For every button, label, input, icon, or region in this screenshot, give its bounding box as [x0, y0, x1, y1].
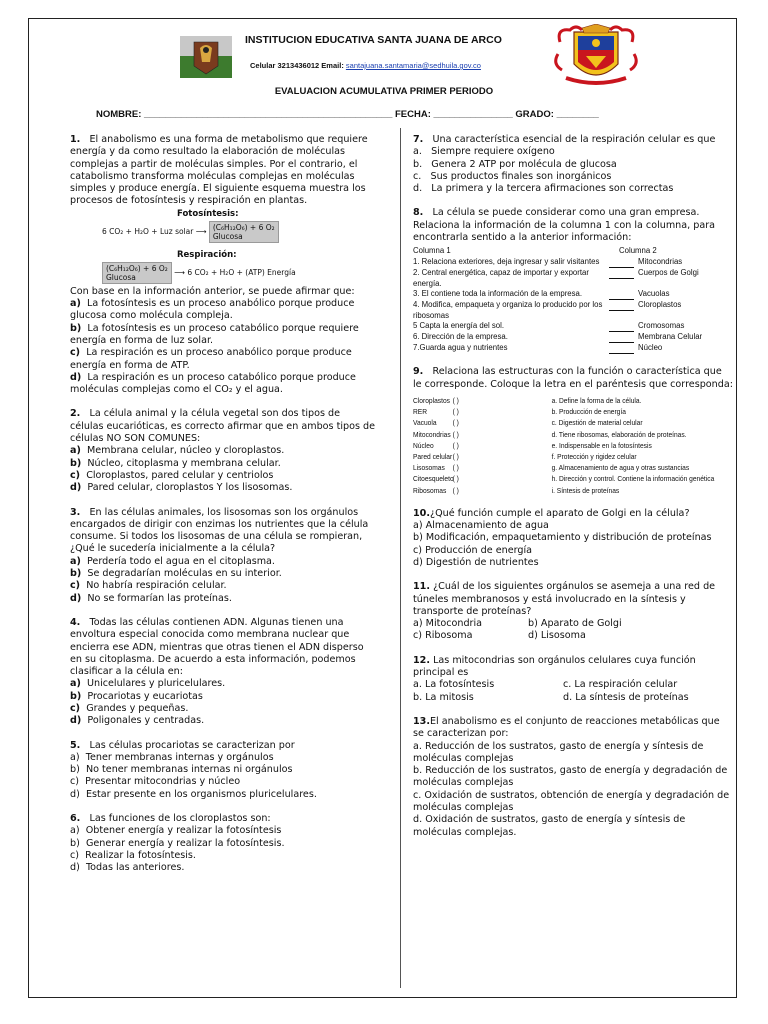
matching-list-structures: [413, 395, 737, 496]
answer-parenthesis[interactable]: ( ): [452, 485, 459, 495]
answer-blank[interactable]: [609, 322, 634, 332]
list-item: Mitocondrias ( ) d. Tiene ribosomas, elaboración de proteínas.: [413, 429, 687, 439]
question-12-option-c[interactable]: c. La respiración celular: [563, 679, 678, 691]
answer-blank[interactable]: [609, 258, 634, 268]
institution-title: INSTITUCION EDUCATIVA SANTA JUANA DE ARCO: [245, 34, 502, 46]
student-form-line: NOMBRE: _______________________________________________ FECHA: _______________ GRADO: ________: [96, 109, 599, 120]
list-item: Núcleo ( ) e. Indispensable en la fotosíntesis: [413, 440, 652, 450]
question-12-options-row-1: [413, 679, 733, 691]
column-1-header: Columna 1: [413, 246, 451, 256]
table-row: 4. Modifica, empaqueta y organiza lo producido por los ribosomas Cloroplastos: [413, 300, 682, 320]
question-5-option-b[interactable]: b) No tener membranas internas ni orgánulos: [70, 764, 293, 776]
question-1: [70, 134, 375, 396]
contact-label: Celular 3213436012 Email:: [250, 61, 346, 70]
question-6-option-c[interactable]: c) Realizar la fotosíntesis.: [70, 849, 196, 861]
question-4: [70, 617, 375, 728]
question-11-options-row-2: [413, 630, 733, 642]
question-2: [70, 408, 375, 494]
question-10-option-a[interactable]: a) Almacenamiento de agua: [413, 520, 549, 532]
list-item: Citoesqueleto ( ) h. Dirección y control. Contiene la información genética: [413, 474, 715, 484]
question-1-option-d[interactable]: d) La respiración es un proceso catabólico porque produce moléculas complejas como el CO₂ y el agua.: [70, 371, 356, 396]
answer-blank[interactable]: [609, 269, 634, 279]
answer-blank[interactable]: [609, 344, 634, 354]
answer-blank[interactable]: [609, 301, 634, 311]
photosynthesis-title: Fotosíntesis:: [177, 208, 239, 219]
answer-parenthesis[interactable]: ( ): [452, 463, 459, 473]
question-4-option-c[interactable]: c) Grandes y pequeñas.: [70, 702, 189, 714]
list-item: Lisosomas ( ) g. Almacenamiento de agua y otras sustancias: [413, 463, 690, 473]
question-5-text: 5. Las células procariotas se caracterizan por: [70, 739, 295, 751]
question-13-option-c[interactable]: c. Oxidación de sustratos, obtención de energía y degradación de moléculas complejas: [413, 789, 730, 813]
answer-blank[interactable]: [609, 290, 634, 300]
question-6-option-b[interactable]: b) Generar energía y realizar la fotosíntesis.: [70, 837, 285, 849]
list-item: Vacuola ( ) c. Digestión de material celular: [413, 418, 643, 428]
table-row: 6. Dirección de la empresa. Membrana Celular: [413, 332, 703, 342]
question-11-option-d[interactable]: d) Lisosoma: [528, 630, 586, 642]
answer-parenthesis[interactable]: ( ): [452, 474, 459, 484]
question-13-option-b[interactable]: b. Reducción de los sustratos, gasto de energía y degradación de moléculas complejas: [413, 765, 728, 789]
question-3-option-b[interactable]: b) Se degradarían moléculas en su interior.: [70, 568, 282, 580]
list-item: Ribosomas ( ) i. Síntesis de proteínas: [413, 485, 620, 495]
table-header: [413, 246, 733, 257]
question-5-option-c[interactable]: c) Presentar mitocondrias y núcleo: [70, 776, 241, 788]
question-6: [70, 813, 375, 874]
question-3-option-a[interactable]: a) Perdería todo el agua en el citoplasma.: [70, 555, 275, 567]
question-12-option-a[interactable]: a. La fotosíntesis: [413, 679, 495, 691]
answer-parenthesis[interactable]: ( ): [452, 395, 459, 405]
question-11-option-a[interactable]: a) Mitocondria: [413, 618, 483, 630]
question-1-text: 1. El anabolismo es una forma de metabolismo que requiere energía y da como resultado la elaboración de moléculas complejas a partir de moléculas simples. Por el contrario, el catabolismo transforma moléculas complejas en moléculas simples y produce energía. El siguiente esquema muestra los procesos de fotosíntesis y respiración en plantas.: [70, 134, 368, 207]
question-3-text: 3. En las células animales, los lisosomas son los orgánulos encargados de dirigir con enzimas los nutrientes que la célula consume. Si todos los lisosomas de una célula se rompieran, ¿Qué le sucedería inicialmente a la célula?: [70, 506, 369, 555]
table-row: 1. Relaciona exteriores, deja ingresar y salir visitantes Mitocondrias: [413, 256, 683, 266]
list-item: Pared celular ( ) f. Protección y rigidez celular: [413, 451, 637, 461]
question-2-text: 2. La célula animal y la célula vegetal son dos tipos de células eucarióticas, es correcto afirmar que en ambos tipos de células NO SON COMUNES:: [70, 408, 375, 445]
question-11: [413, 581, 733, 642]
question-6-option-d[interactable]: d) Todas las anteriores.: [70, 862, 185, 874]
question-9: [413, 366, 733, 495]
question-10-option-c[interactable]: c) Producción de energía: [413, 544, 533, 556]
question-7-option-d[interactable]: d. La primera y la tercera afirmaciones son correctas: [413, 183, 674, 195]
metabolism-equations: [102, 210, 375, 284]
email-link[interactable]: santajuana.santamaria@sedhuila.gov.co: [345, 61, 481, 70]
column-2-header: Columna 2: [619, 246, 657, 256]
list-item: RER ( ) b. Producción de energía: [413, 407, 626, 417]
right-column: [413, 134, 733, 851]
answer-parenthesis[interactable]: ( ): [452, 429, 459, 439]
question-12-text: 12. Las mitocondrias son orgánulos celulares cuya función principal es: [413, 654, 696, 679]
question-2-option-b[interactable]: b) Núcleo, citoplasma y membrana celular.: [70, 457, 281, 469]
question-1-option-a[interactable]: a) La fotosíntesis es un proceso anabólico porque produce glucosa como molécula compleja.: [70, 298, 355, 322]
question-11-options-row-1: [413, 618, 733, 630]
question-2-option-d[interactable]: d) Pared celular, cloroplastos Y los lisosomas.: [70, 482, 293, 494]
question-3-option-d[interactable]: d) No se formarían las proteínas.: [70, 592, 232, 604]
column-divider: [400, 128, 401, 988]
left-column: [70, 134, 375, 887]
list-item: Cloroplastos ( ) a. Define la forma de la célula.: [413, 395, 642, 405]
question-5: [70, 740, 375, 801]
matching-table-company: [413, 246, 733, 354]
question-2-option-a[interactable]: a) Membrana celular, núcleo y cloroplastos.: [70, 445, 285, 457]
answer-blank[interactable]: [609, 333, 634, 343]
question-12-options-row-2: [413, 692, 733, 704]
question-4-option-a[interactable]: a) Unicelulares y pluricelulares.: [70, 678, 226, 690]
question-12-option-d[interactable]: d. La síntesis de proteínas: [563, 691, 689, 703]
question-8: [413, 207, 733, 354]
question-4-option-d[interactable]: d) Poligonales y centradas.: [70, 715, 205, 727]
question-13: [413, 716, 733, 839]
question-7: [413, 134, 733, 195]
table-row: 5 Capta la energía del sol. Cromosomas: [413, 321, 685, 331]
question-10-option-b[interactable]: b) Modificación, empaquetamiento y distribución de proteínas: [413, 532, 712, 544]
question-5-option-d[interactable]: d) Estar presente en los organismos pluricelulares.: [70, 788, 317, 800]
question-12: [413, 655, 733, 704]
question-1-option-c[interactable]: c) La respiración es un proceso anabólico porque produce energía en forma de ATP.: [70, 347, 352, 371]
respiration-title: Respiración:: [177, 249, 237, 260]
question-1-option-b[interactable]: b) La fotosíntesis es un proceso catabólico porque requiere energía en forma de luz solar.: [70, 322, 359, 346]
question-2-option-c[interactable]: c) Cloroplastos, pared celular y centriolos: [70, 469, 274, 481]
contact-line: [250, 61, 481, 70]
answer-parenthesis[interactable]: ( ): [452, 440, 459, 450]
question-6-option-a[interactable]: a) Obtener energía y realizar la fotosíntesis: [70, 825, 282, 837]
table-row: 7.Guarda agua y nutrientes Núcleo: [413, 343, 663, 353]
evaluation-title: EVALUACION ACUMULATIVA PRIMER PERIODO: [274, 86, 494, 97]
question-5-option-a[interactable]: a) Tener membranas internas y orgánulos: [70, 751, 274, 763]
question-11-option-c[interactable]: c) Ribosoma: [413, 630, 473, 642]
table-row: 2. Central energética, capaz de importar y exportar energía. Cuerpos de Golgi: [413, 267, 699, 288]
question-13-option-d[interactable]: d. Oxidación de sustratos, gasto de energía y síntesis de moléculas complejas.: [413, 814, 686, 838]
question-3: [70, 507, 375, 605]
question-9-text: 9. Relaciona las estructuras con la función o característica que le corresponde. Coloque la letra en el paréntesis que corresponda:: [413, 366, 733, 390]
answer-parenthesis[interactable]: ( ): [452, 407, 459, 417]
question-1-prompt: Con base en la información anterior, se puede afirmar que:: [70, 285, 355, 297]
question-13-option-a[interactable]: a. Reducción de los sustratos, gasto de energía y síntesis de moléculas complejas: [413, 740, 704, 764]
question-8-text: 8. La célula se puede considerar como una gran empresa. Relaciona la información de la columna 1 con la columna, para encontrarla sentido a la anterior información:: [413, 207, 716, 244]
question-13-text: 13.El anabolismo es el conjunto de reacciones metabólicas que se caracterizan por:: [413, 715, 720, 740]
question-10: [413, 508, 733, 569]
answer-parenthesis[interactable]: ( ): [452, 451, 459, 461]
table-row: 3. El contiene toda la información de la empresa. Vacuolas: [413, 289, 670, 299]
question-4-option-b[interactable]: b) Procariotas y eucariotas: [70, 690, 203, 702]
question-7-option-c[interactable]: c. Sus productos finales son inorgánicos: [413, 170, 612, 182]
school-shield-logo: [180, 36, 232, 78]
question-12-option-b[interactable]: b. La mitosis: [413, 691, 474, 703]
question-10-text: 10.¿Qué función cumple el aparato de Golgi en la célula?: [413, 507, 690, 519]
question-11-text: 11. ¿Cuál de los siguientes orgánulos se asemeja a una red de túneles membranosos y está involucrado en la síntesis y transporte de proteínas?: [413, 581, 716, 617]
question-11-option-b[interactable]: b) Aparato de Golgi: [528, 618, 622, 630]
question-7-option-a[interactable]: a. Siempre requiere oxígeno: [413, 146, 555, 158]
question-7-text: 7. Una característica esencial de la respiración celular es que: [413, 134, 716, 145]
photosynthesis-equation: 6 CO₂ + H₂O + Luz solar ⟶ (C₆H₁₂O₆) + 6 O₂ Glucosa: [102, 221, 375, 243]
question-10-option-d[interactable]: d) Digestión de nutrientes: [413, 556, 539, 568]
question-4-text: 4. Todas las células contienen ADN. Algunas tienen una envoltura especial conocida como membrana nuclear que encierra ese ADN, mientras que otras tienen el ADN disperso en su citoplasma. De acuerdo a esta información, podemos clasificar a la célula en:: [70, 616, 364, 678]
coat-of-arms-logo: [552, 24, 640, 86]
respiration-equation: (C₆H₁₂O₆) + 6 O₂ Glucosa ⟶ 6 CO₂ + H₂O + (ATP) Energía: [102, 262, 375, 284]
question-3-option-c[interactable]: c) No habría respiración celular.: [70, 580, 227, 592]
answer-parenthesis[interactable]: ( ): [452, 418, 459, 428]
question-7-option-b[interactable]: b. Genera 2 ATP por molécula de glucosa: [413, 158, 617, 170]
question-6-text: 6. Las funciones de los cloroplastos son:: [70, 813, 271, 825]
